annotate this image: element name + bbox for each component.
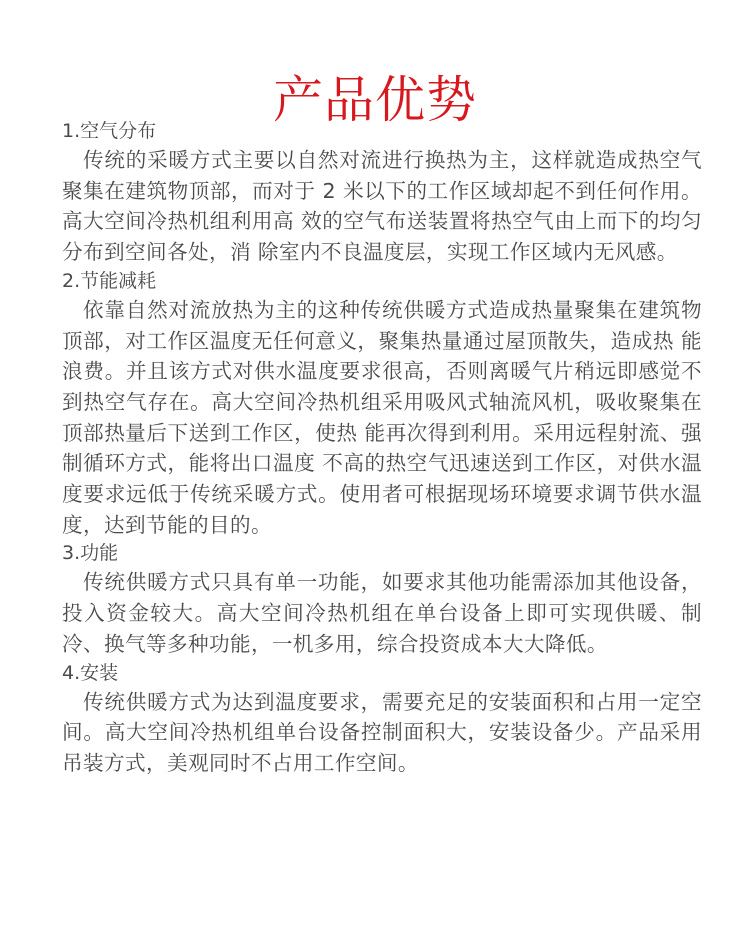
section-energy-saving (62, 268, 702, 541)
section-heading: 2.节能减耗 (62, 269, 157, 292)
section-function (62, 540, 702, 659)
section-installation (62, 660, 702, 779)
page-title: 产品优势 (273, 70, 477, 129)
section-heading: 4.安装 (62, 661, 119, 684)
section-body: 传统供暖方式只具有单一功能，如要求其他功能需添加其他设备，投入资金较大。高大空间冷热机组在单台设备上即可实现供暖、制冷、换气等多种功能，一机多用，综合投资成本大大降低。 (62, 570, 702, 656)
section-heading: 1.空气分布 (62, 120, 157, 142)
section-body: 传统的采暖方式主要以自然对流进行换热为主，这样就造成热空气聚集在建筑物顶部，而对于 2 米以下的工作区域却起不到任何作用。高大空间冷热机组利用高 效的空气布送装置将热空气由上而下的均匀分布到空间各处，消 除室内不良温度层，实现工作区域内无风感。 (62, 148, 702, 265)
section-heading: 3.功能 (62, 542, 119, 565)
content (62, 118, 702, 779)
section-body: 传统供暖方式为达到温度要求，需要充足的安装面积和占用一定空间。高大空间冷热机组单台设备控制面积大，安装设备少。产品采用吊装方式，美观同时不占用工作空间。 (62, 689, 702, 775)
section-air-distribution (62, 118, 702, 268)
section-body: 依靠自然对流放热为主的这种传统供暖方式造成热量聚集在建筑物顶部，对工作区温度无任何意义，聚集热量通过屋顶散失，造成热 能浪费。并且该方式对供水温度要求很高，否则离暖气片稍远即感觉不到热空气存在。高大空间冷热机组采用吸风式轴流风机，吸收聚集在顶部热量后下送到工作区，使热 能再次得到利用。采用远程射流、强制循环方式，能将出口温度 不高的热空气迅速送到工作区，对供水温度要求远低于传统采暖方式。使用者可根据现场环境要求调节供水温度，达到节能的目的。 (62, 297, 702, 537)
